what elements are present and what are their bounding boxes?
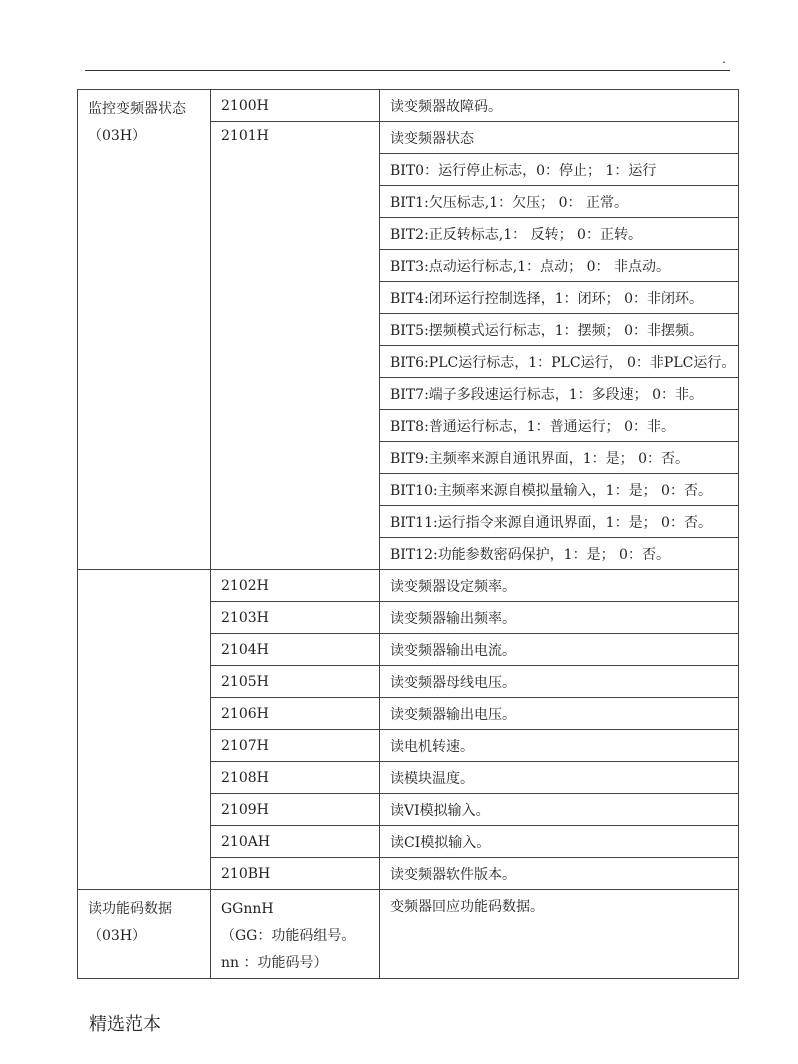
section-monitor-cell <box>78 90 211 570</box>
address-cell: 2108H <box>211 762 380 794</box>
description-cell: 读变频器设定频率。 <box>380 570 739 602</box>
table-row <box>78 570 739 602</box>
header-rule <box>85 70 730 71</box>
header-mark: . <box>722 52 726 66</box>
address-cell: 2103H <box>211 602 380 634</box>
description-cell: 读变频器状态 <box>380 122 739 154</box>
address-cell: 2106H <box>211 698 380 730</box>
description-cell: 读电机转速。 <box>380 730 739 762</box>
description-cell: 读VI模拟输入。 <box>380 794 739 826</box>
address-cell: 2100H <box>211 90 380 122</box>
description-cell: 读模块温度。 <box>380 762 739 794</box>
address-cell: 2101H <box>211 122 380 570</box>
description-cell: 读变频器母线电压。 <box>380 666 739 698</box>
bit-description-cell: BIT1:欠压标志,1：欠压； 0： 正常。 <box>380 186 739 218</box>
bit-description-cell: BIT7:端子多段速运行标志，1：多段速； 0：非。 <box>380 378 739 410</box>
address-cell <box>211 890 380 979</box>
address-cell: 210BH <box>211 858 380 890</box>
bit-description-cell: BIT5:摆频模式运行标志，1：摆频； 0：非摆频。 <box>380 314 739 346</box>
bit-description-cell: BIT8:普通运行标志，1：普通运行； 0：非。 <box>380 410 739 442</box>
table-row <box>78 890 739 979</box>
address-cell: 210AH <box>211 826 380 858</box>
description-cell: 读变频器故障码。 <box>380 90 739 122</box>
address-line: （GG：功能码组号。 <box>221 928 356 944</box>
description-cell: 读变频器输出频率。 <box>380 602 739 634</box>
table-row <box>78 90 739 122</box>
bit-description-cell: BIT6:PLC运行标志，1：PLC运行， 0：非PLC运行。 <box>380 346 739 378</box>
register-table <box>77 89 739 979</box>
description-cell: 读CI模拟输入。 <box>380 826 739 858</box>
address-cell: 2105H <box>211 666 380 698</box>
section-title: 读功能码数据 <box>88 901 172 917</box>
address-line: GGnnH <box>221 901 274 917</box>
description-cell: 读变频器输出电流。 <box>380 634 739 666</box>
address-cell: 2104H <box>211 634 380 666</box>
description-cell: 读变频器输出电压。 <box>380 698 739 730</box>
address-cell: 2102H <box>211 570 380 602</box>
section-empty-cell <box>78 570 211 890</box>
bit-description-cell: BIT9:主频率来源自通讯界面，1：是； 0：否。 <box>380 442 739 474</box>
footer-text: 精选范本 <box>89 1014 161 1035</box>
bit-description-cell: BIT4:闭环运行控制选择，1：闭环； 0：非闭环。 <box>380 282 739 314</box>
bit-description-cell: BIT10:主频率来源自模拟量输入，1：是； 0：否。 <box>380 474 739 506</box>
bit-description-cell: BIT11:运行指令来源自通讯界面，1：是； 0：否。 <box>380 506 739 538</box>
section-title: 监控变频器状态 <box>88 101 186 117</box>
section-func-cell <box>78 890 211 979</box>
bit-description-cell: BIT3:点动运行标志,1：点动； 0： 非点动。 <box>380 250 739 282</box>
address-cell: 2109H <box>211 794 380 826</box>
description-cell: 变频器回应功能码数据。 <box>380 890 739 979</box>
bit-description-cell: BIT12:功能参数密码保护，1：是； 0：否。 <box>380 538 739 570</box>
address-cell: 2107H <box>211 730 380 762</box>
bit-description-cell: BIT0：运行停止标志，0：停止； 1：运行 <box>380 154 739 186</box>
bit-description-cell: BIT2:正反转标志,1： 反转； 0：正转。 <box>380 218 739 250</box>
description-cell: 读变频器软件版本。 <box>380 858 739 890</box>
section-code: （03H） <box>88 928 147 944</box>
section-code: （03H） <box>88 128 147 144</box>
address-line: nn ：功能码号） <box>221 955 328 971</box>
